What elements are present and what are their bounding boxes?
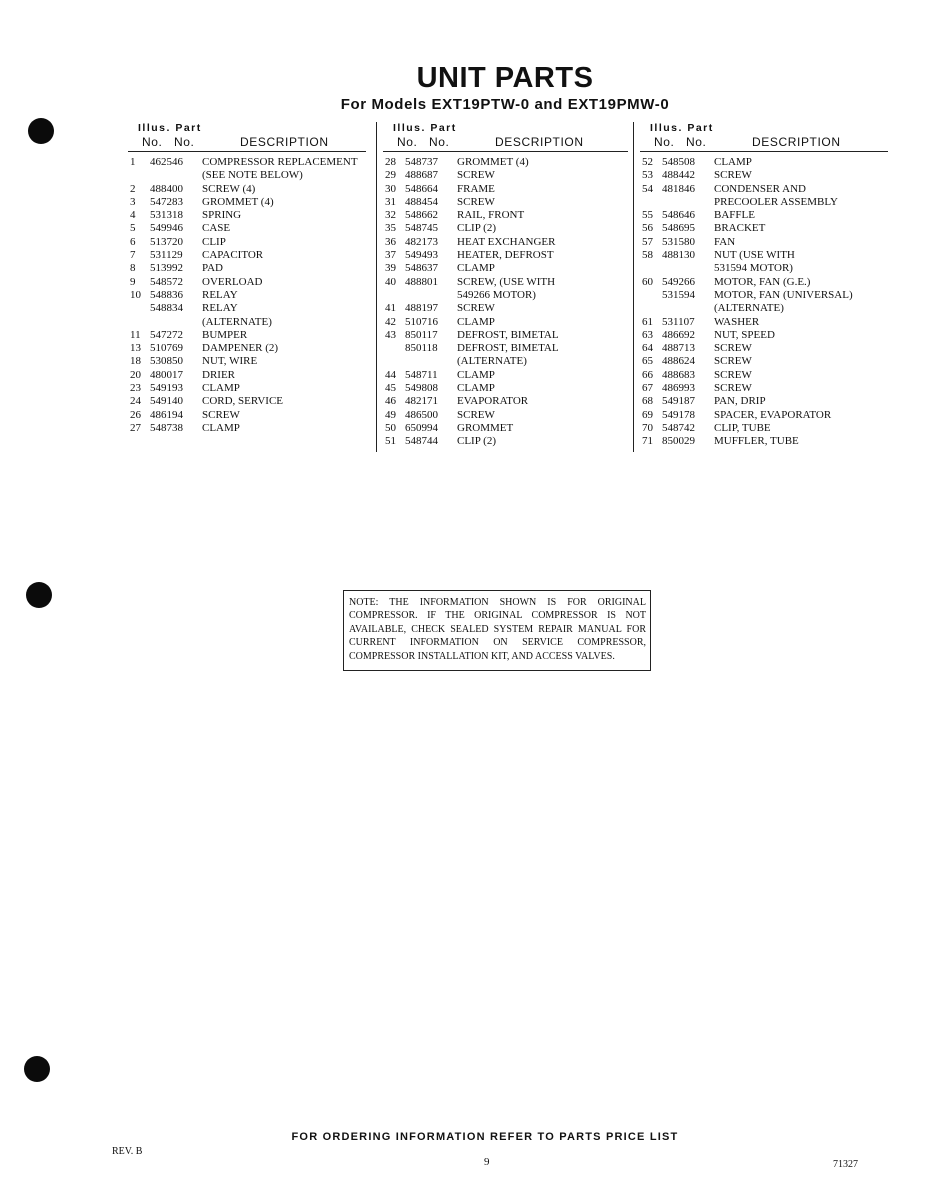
parts-row <box>128 169 366 182</box>
part-number: 548695 <box>662 222 695 235</box>
illus-number: 68 <box>642 395 653 408</box>
part-description: (ALTERNATE) <box>202 315 272 328</box>
illus-number: 11 <box>130 328 141 341</box>
part-description: SCREW <box>714 169 752 182</box>
punch-hole <box>26 582 52 608</box>
parts-row <box>128 156 366 169</box>
column-header-illus-part: Illus. Part <box>393 122 457 134</box>
part-description: (SEE NOTE BELOW) <box>202 169 303 182</box>
illus-number: 55 <box>642 209 653 222</box>
part-number: 482171 <box>405 395 438 408</box>
illus-number: 70 <box>642 421 653 434</box>
illus-number: 35 <box>385 222 396 235</box>
part-description: CASE <box>202 222 231 235</box>
parts-row <box>640 329 888 342</box>
illus-number: 3 <box>130 195 136 208</box>
illus-number: 5 <box>130 222 136 235</box>
part-description: PAD <box>202 262 223 275</box>
parts-row <box>383 382 628 395</box>
parts-row <box>640 369 888 382</box>
illus-number: 52 <box>642 156 653 168</box>
parts-row <box>383 169 628 182</box>
illus-number: 26 <box>130 408 141 421</box>
parts-row <box>128 329 366 342</box>
part-number: 486194 <box>150 408 183 421</box>
part-description: CLAMP <box>714 156 752 168</box>
part-number: 850117 <box>405 328 438 341</box>
part-number: 548738 <box>150 421 183 434</box>
part-description: WASHER <box>714 315 760 328</box>
illus-number: 23 <box>130 382 141 395</box>
parts-column-2 <box>376 122 628 452</box>
illus-number: 27 <box>130 421 141 434</box>
parts-row <box>640 289 888 302</box>
part-number: 488713 <box>662 342 695 355</box>
parts-row <box>128 222 366 235</box>
illus-number: 66 <box>642 368 653 381</box>
column-header-part-no: No. <box>174 135 195 149</box>
page-title: UNIT PARTS <box>416 62 594 94</box>
page-number: 9 <box>484 1156 490 1168</box>
parts-row <box>640 355 888 368</box>
parts-row <box>128 209 366 222</box>
part-description: CLAMP <box>457 382 495 395</box>
part-number: 547283 <box>150 195 183 208</box>
parts-row <box>640 169 888 182</box>
illus-number: 13 <box>130 342 141 355</box>
illus-number: 40 <box>385 275 396 288</box>
punch-hole <box>28 118 54 144</box>
parts-row <box>640 196 888 209</box>
part-number: 548737 <box>405 156 438 168</box>
illus-number: 28 <box>385 156 396 168</box>
illus-number: 31 <box>385 195 396 208</box>
part-description: CLAMP <box>457 368 495 381</box>
column-header-row <box>383 135 628 152</box>
part-number: 548745 <box>405 222 438 235</box>
parts-row <box>128 409 366 422</box>
part-number: 488197 <box>405 302 438 315</box>
parts-row <box>383 183 628 196</box>
part-number: 531318 <box>150 209 183 222</box>
part-number: 650994 <box>405 421 438 434</box>
part-description: NUT, SPEED <box>714 328 775 341</box>
part-number: 488442 <box>662 169 695 182</box>
part-number: 488683 <box>662 368 695 381</box>
column-header-illus-part: Illus. Part <box>650 122 714 134</box>
illus-number: 44 <box>385 368 396 381</box>
parts-row <box>383 422 628 435</box>
part-description: RELAY <box>202 302 238 315</box>
part-description: MOTOR, FAN (G.E.) <box>714 275 811 288</box>
parts-row <box>640 409 888 422</box>
illus-number: 49 <box>385 408 396 421</box>
part-description: SPACER, EVAPORATOR <box>714 408 832 421</box>
part-description: FRAME <box>457 182 495 195</box>
illus-number: 58 <box>642 249 653 262</box>
parts-row <box>128 342 366 355</box>
ordering-info: FOR ORDERING INFORMATION REFER TO PARTS PRICE LIST <box>291 1131 679 1143</box>
part-description: DEFROST, BIMETAL <box>457 342 559 355</box>
part-description: BAFFLE <box>714 209 755 222</box>
part-number: 850029 <box>662 435 695 448</box>
part-number: 548836 <box>150 288 183 301</box>
parts-row <box>640 222 888 235</box>
parts-column-1 <box>128 122 366 435</box>
part-description: CLIP (2) <box>457 222 497 235</box>
parts-row <box>383 395 628 408</box>
part-description: SCREW, (USE WITH <box>457 275 556 288</box>
illus-number: 67 <box>642 382 653 395</box>
parts-list <box>128 156 366 435</box>
parts-row <box>383 355 628 368</box>
part-description: MOTOR, FAN (UNIVERSAL) <box>714 288 853 301</box>
part-number: 488400 <box>150 182 183 195</box>
part-number: 549493 <box>405 249 438 262</box>
illus-number: 18 <box>130 355 141 368</box>
part-number: 548744 <box>405 435 438 448</box>
illus-number: 8 <box>130 262 136 275</box>
illus-number: 71 <box>642 435 653 448</box>
parts-row <box>383 342 628 355</box>
parts-row <box>640 435 888 448</box>
part-description: CLIP <box>202 235 226 248</box>
part-number: 548711 <box>405 368 438 381</box>
part-description: RELAY <box>202 288 238 301</box>
parts-row <box>383 435 628 448</box>
parts-row <box>383 262 628 275</box>
part-number: 480017 <box>150 368 183 381</box>
part-description: SCREW <box>202 408 240 421</box>
column-header-description: DESCRIPTION <box>495 135 584 149</box>
illus-number: 37 <box>385 249 396 262</box>
parts-row <box>128 395 366 408</box>
column-header-description: DESCRIPTION <box>240 135 329 149</box>
part-number: 549193 <box>150 382 183 395</box>
part-number: 510716 <box>405 315 438 328</box>
illus-number: 41 <box>385 302 396 315</box>
part-number: 488624 <box>662 355 695 368</box>
parts-row <box>383 196 628 209</box>
part-number: 486500 <box>405 408 438 421</box>
parts-row <box>128 196 366 209</box>
part-description: CAPACITOR <box>202 249 264 262</box>
part-description: CLIP, TUBE <box>714 421 771 434</box>
illus-number: 65 <box>642 355 653 368</box>
part-number: 486692 <box>662 328 695 341</box>
parts-row <box>640 236 888 249</box>
parts-list <box>640 156 888 449</box>
illus-number: 29 <box>385 169 396 182</box>
illus-number: 30 <box>385 182 396 195</box>
part-description: GROMMET (4) <box>202 195 274 208</box>
illus-number: 63 <box>642 328 653 341</box>
part-description: SCREW <box>457 169 495 182</box>
column-header-row <box>640 135 888 152</box>
part-description: NUT (USE WITH <box>714 249 795 262</box>
part-number: 486993 <box>662 382 695 395</box>
column-header-illus-no: No. <box>654 135 675 149</box>
part-number: 549187 <box>662 395 695 408</box>
parts-row <box>128 382 366 395</box>
page-subtitle: For Models EXT19PTW-0 and EXT19PMW-0 <box>340 96 670 113</box>
illus-number: 32 <box>385 209 396 222</box>
part-number: 488130 <box>662 249 695 262</box>
part-description: (ALTERNATE) <box>457 355 527 368</box>
part-number: 548646 <box>662 209 695 222</box>
part-number: 488801 <box>405 275 438 288</box>
part-number: 850118 <box>405 342 438 355</box>
illus-number: 1 <box>130 156 136 168</box>
part-description: SCREW <box>457 408 495 421</box>
parts-row <box>383 222 628 235</box>
part-description: CLIP (2) <box>457 435 497 448</box>
part-number: 513992 <box>150 262 183 275</box>
parts-row <box>640 382 888 395</box>
part-description: SCREW <box>714 355 752 368</box>
parts-row <box>640 342 888 355</box>
parts-row <box>640 276 888 289</box>
parts-row <box>640 316 888 329</box>
part-description: PAN, DRIP <box>714 395 766 408</box>
part-number: 462546 <box>150 156 183 168</box>
column-header-part-no: No. <box>429 135 450 149</box>
parts-row <box>128 183 366 196</box>
revision-label: REV. B <box>112 1146 143 1157</box>
illus-number: 7 <box>130 249 136 262</box>
illus-number: 39 <box>385 262 396 275</box>
part-number: 513720 <box>150 235 183 248</box>
illus-number: 42 <box>385 315 396 328</box>
part-number: 548742 <box>662 421 695 434</box>
part-description: SCREW <box>714 342 752 355</box>
parts-row <box>128 289 366 302</box>
column-header-part-no: No. <box>686 135 707 149</box>
parts-column-3 <box>633 122 888 452</box>
part-description: CLAMP <box>457 315 495 328</box>
part-description: (ALTERNATE) <box>714 302 784 315</box>
parts-row <box>128 302 366 315</box>
parts-row <box>383 236 628 249</box>
part-number: 547272 <box>150 328 183 341</box>
part-description: CONDENSER AND <box>714 182 806 195</box>
part-description: SCREW (4) <box>202 182 256 195</box>
column-header-illus-part: Illus. Part <box>138 122 202 134</box>
part-description: CORD, SERVICE <box>202 395 284 408</box>
part-description: SPRING <box>202 209 242 222</box>
part-number: 531594 <box>662 288 695 301</box>
part-description: PRECOOLER ASSEMBLY <box>714 195 838 208</box>
parts-row <box>128 316 366 329</box>
parts-row <box>640 422 888 435</box>
parts-row <box>640 209 888 222</box>
part-number: 549946 <box>150 222 183 235</box>
illus-number: 51 <box>385 435 396 448</box>
part-description: DAMPENER (2) <box>202 342 279 355</box>
part-number: 548662 <box>405 209 438 222</box>
part-description: SCREW <box>457 195 495 208</box>
parts-row <box>383 156 628 169</box>
parts-row <box>640 156 888 169</box>
part-number: 488687 <box>405 169 438 182</box>
parts-row <box>383 249 628 262</box>
part-description: SCREW <box>714 382 752 395</box>
illus-number: 20 <box>130 368 141 381</box>
part-description: HEATER, DEFROST <box>457 249 554 262</box>
part-description: BUMPER <box>202 328 248 341</box>
part-number: 510769 <box>150 342 183 355</box>
illus-number: 43 <box>385 328 396 341</box>
illus-number: 60 <box>642 275 653 288</box>
column-header-row <box>128 135 366 152</box>
part-description: GROMMET <box>457 421 514 434</box>
parts-row <box>383 369 628 382</box>
illus-number: 2 <box>130 182 136 195</box>
illus-number: 4 <box>130 209 136 222</box>
parts-row <box>128 369 366 382</box>
illus-number: 57 <box>642 235 653 248</box>
part-number: 482173 <box>405 235 438 248</box>
parts-row <box>640 395 888 408</box>
part-number: 530850 <box>150 355 183 368</box>
part-description: FAN <box>714 235 736 248</box>
parts-row <box>128 249 366 262</box>
parts-row <box>383 209 628 222</box>
compressor-note: NOTE: THE INFORMATION SHOWN IS FOR ORIGINAL COMPRESSOR. IF THE ORIGINAL COMPRESSOR IS NOT AVAILABLE, CHECK SEALED SYSTEM REPAIR MANUAL FOR CURRENT INFORMATION ON SERVICE COMPRESSOR, COMPRESSOR INSTALLATION KIT, AND ACCESS VALVES. <box>343 590 651 671</box>
part-number: 549178 <box>662 408 695 421</box>
parts-list <box>383 156 628 449</box>
parts-row <box>640 262 888 275</box>
part-description: HEAT EXCHANGER <box>457 235 556 248</box>
part-number: 548637 <box>405 262 438 275</box>
part-number: 548572 <box>150 275 183 288</box>
illus-number: 50 <box>385 421 396 434</box>
illus-number: 10 <box>130 288 141 301</box>
punch-hole <box>24 1056 50 1082</box>
parts-row <box>383 302 628 315</box>
illus-number: 9 <box>130 275 136 288</box>
column-header-illus-no: No. <box>397 135 418 149</box>
parts-row <box>383 329 628 342</box>
part-number: 548508 <box>662 156 695 168</box>
illus-number: 46 <box>385 395 396 408</box>
part-number: 481846 <box>662 182 695 195</box>
part-number: 549808 <box>405 382 438 395</box>
part-description: SCREW <box>457 302 495 315</box>
column-header-description: DESCRIPTION <box>752 135 841 149</box>
part-description: NUT, WIRE <box>202 355 258 368</box>
part-description: 531594 MOTOR) <box>714 262 793 275</box>
illus-number: 36 <box>385 235 396 248</box>
illus-number: 54 <box>642 182 653 195</box>
illus-number: 64 <box>642 342 653 355</box>
parts-row <box>383 276 628 289</box>
illus-number: 69 <box>642 408 653 421</box>
parts-row <box>383 289 628 302</box>
column-header-illus-no: No. <box>142 135 163 149</box>
part-description: CLAMP <box>202 421 240 434</box>
part-number: 531580 <box>662 235 695 248</box>
parts-row <box>640 249 888 262</box>
part-description: MUFFLER, TUBE <box>714 435 799 448</box>
part-number: 531107 <box>662 315 695 328</box>
parts-row <box>383 409 628 422</box>
part-description: COMPRESSOR REPLACEMENT <box>202 156 358 168</box>
part-number: 548834 <box>150 302 183 315</box>
part-description: OVERLOAD <box>202 275 263 288</box>
part-description: DRIER <box>202 368 235 381</box>
illus-number: 53 <box>642 169 653 182</box>
part-description: SCREW <box>714 368 752 381</box>
illus-number: 61 <box>642 315 653 328</box>
part-description: CLAMP <box>202 382 240 395</box>
parts-row <box>128 262 366 275</box>
parts-row <box>640 302 888 315</box>
part-number: 549140 <box>150 395 183 408</box>
part-description: RAIL, FRONT <box>457 209 525 222</box>
illus-number: 45 <box>385 382 396 395</box>
parts-row <box>128 236 366 249</box>
part-description: EVAPORATOR <box>457 395 529 408</box>
part-number: 531129 <box>150 249 183 262</box>
part-number: 548664 <box>405 182 438 195</box>
part-description: BRACKET <box>714 222 766 235</box>
part-description: DEFROST, BIMETAL <box>457 328 559 341</box>
illus-number: 56 <box>642 222 653 235</box>
parts-row <box>128 355 366 368</box>
part-number: 549266 <box>662 275 695 288</box>
parts-row <box>383 316 628 329</box>
parts-row <box>640 183 888 196</box>
parts-row <box>128 276 366 289</box>
part-number: 488454 <box>405 195 438 208</box>
illus-number: 6 <box>130 235 136 248</box>
part-description: CLAMP <box>457 262 495 275</box>
part-description: GROMMET (4) <box>457 156 529 168</box>
part-description: 549266 MOTOR) <box>457 288 536 301</box>
illus-number: 24 <box>130 395 141 408</box>
parts-row <box>128 422 366 435</box>
document-number: 71327 <box>833 1159 858 1170</box>
